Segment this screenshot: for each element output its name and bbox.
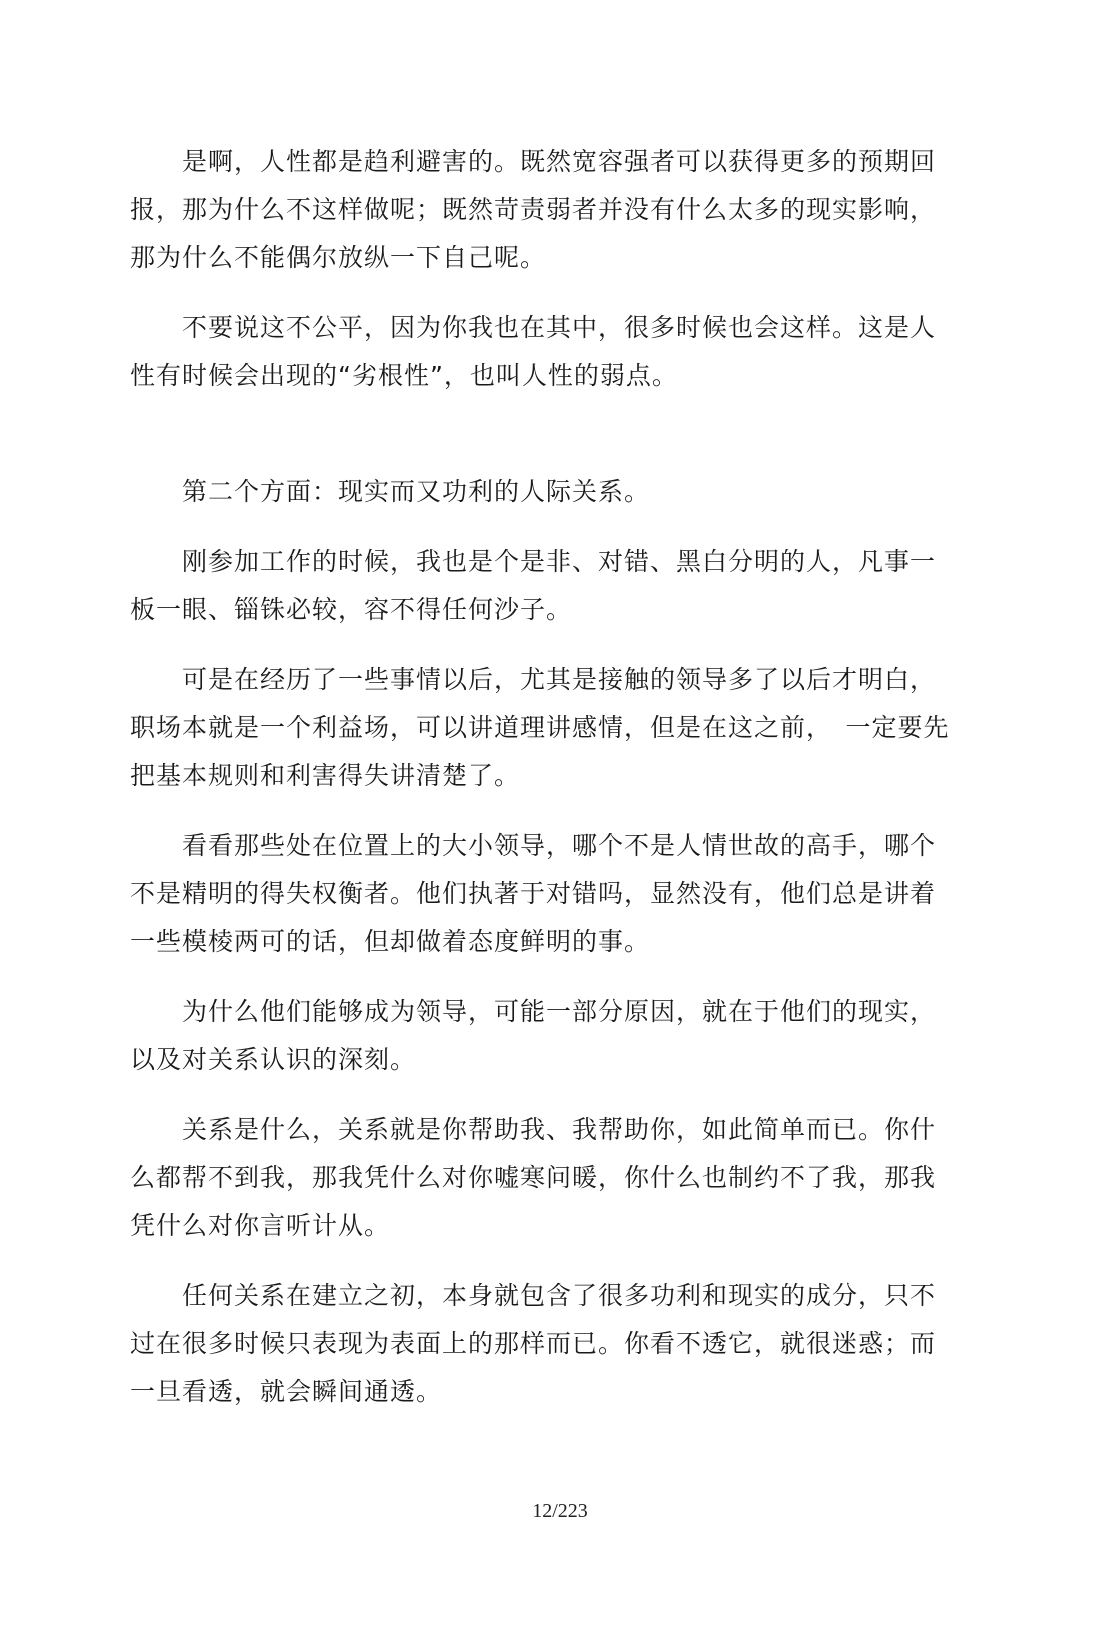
page-body: [130, 138, 960, 1438]
page-number: 12/223: [532, 1500, 588, 1522]
paragraph-1: 是啊，人性都是趋利避害的。既然宽容强者可以获得更多的预期回报，那为什么不这样做呢；既然苛责弱者并没有什么太多的现实影响，那为什么不能偶尔放纵一下自己呢。: [130, 147, 937, 272]
paragraph-5: 看看那些处在位置上的大小领导，哪个不是人情世故的高手，哪个不是精明的得失权衡者。他们执著于对错吗，显然没有，他们总是讲着一些模棱两可的话，但却做着态度鲜明的事。: [130, 831, 937, 956]
paragraph-8: 任何关系在建立之初，本身就包含了很多功利和现实的成分，只不过在很多时候只表现为表面上的那样而已。你看不透它，就很迷惑；而一旦看透，就会瞬间通透。: [130, 1281, 937, 1406]
paragraph-6: 为什么他们能够成为领导，可能一部分原因，就在于他们的现实，以及对关系认识的深刻。: [130, 997, 937, 1074]
paragraph-7: 关系是什么，关系就是你帮助我、我帮助你，如此简单而已。你什么都帮不到我，那我凭什么对你嘘寒问暖，你什么也制约不了我，那我凭什么对你言听计从。: [130, 1115, 937, 1240]
section-heading: 第二个方面：现实而又功利的人际关系。: [182, 477, 651, 506]
paragraph-2: 不要说这不公平，因为你我也在其中，很多时候也会这样。这是人性有时候会出现的“劣根性”，也叫人性的弱点。: [130, 313, 937, 390]
paragraph-4: 可是在经历了一些事情以后，尤其是接触的领导多了以后才明白，职场本就是一个利益场，可以讲道理讲感情，但是在这之前， 一定要先把基本规则和利害得失讲清楚了。: [130, 665, 950, 790]
paragraph-3: 刚参加工作的时候，我也是个是非、对错、黑白分明的人，凡事一板一眼、锱铢必较，容不得任何沙子。: [130, 547, 937, 624]
